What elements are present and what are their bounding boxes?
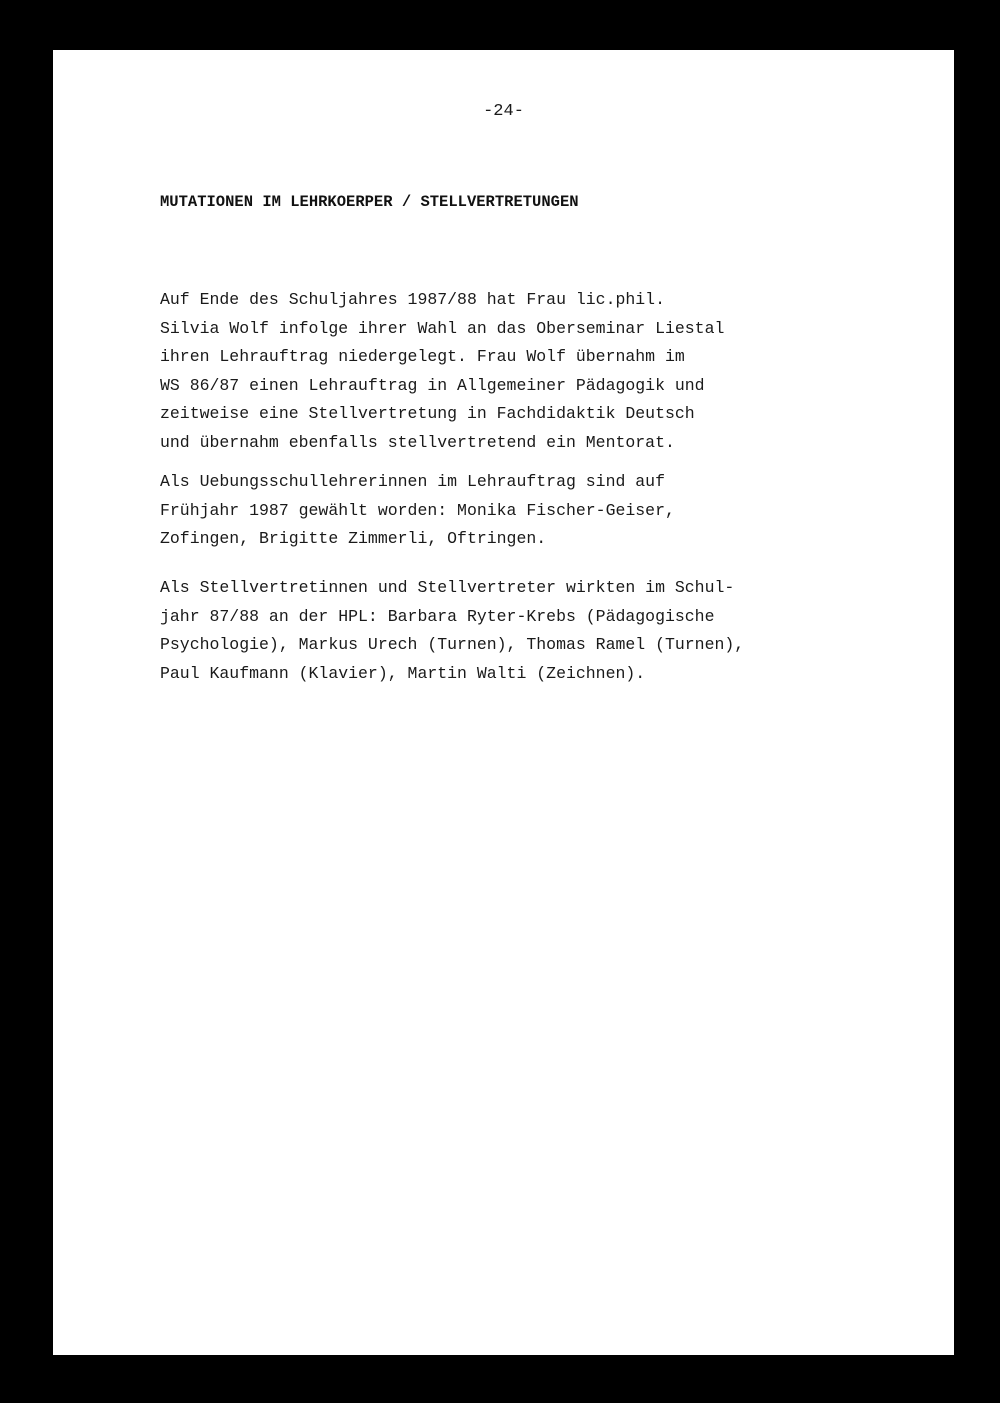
text-line: Paul Kaufmann (Klavier), Martin Walti (Zeichnen). <box>160 663 646 683</box>
text-line: Als Uebungsschullehrerinnen im Lehrauftrag sind auf <box>160 472 665 491</box>
text-line: Silvia Wolf infolge ihrer Wahl an das Oberseminar Liestal <box>160 318 725 338</box>
text-line: ihren Lehrauftrag niedergelegt. Frau Wolf übernahm im <box>160 347 685 366</box>
text-line: Als Stellvertretinnen und Stellvertreter wirkten im Schul- <box>160 578 735 597</box>
text-line: Auf Ende des Schuljahres 1987/88 hat Frau lic.phil. <box>160 290 665 309</box>
paragraph-resignation <box>160 286 724 457</box>
paragraph-elections <box>160 468 675 554</box>
text-line: Frühjahr 1987 gewählt worden: Monika Fischer-Geiser, <box>160 500 675 520</box>
text-line: zeitweise eine Stellvertretung in Fachdidaktik Deutsch <box>160 404 695 423</box>
text-line: WS 86/87 einen Lehrauftrag in Allgemeiner Pädagogik und <box>160 375 705 395</box>
text-line: Psychologie), Markus Urech (Turnen), Thomas Ramel (Turnen), <box>160 635 745 654</box>
paragraph-substitutes <box>160 574 744 688</box>
text-line: Zofingen, Brigitte Zimmerli, Oftringen. <box>160 529 547 548</box>
document-page <box>53 50 954 1355</box>
page-number: -24- <box>483 102 524 121</box>
text-line: jahr 87/88 an der HPL: Barbara Ryter-Krebs (Pädagogische <box>160 606 715 626</box>
section-heading: MUTATIONEN IM LEHRKOERPER / STELLVERTRETUNGEN <box>160 193 579 211</box>
text-line: und übernahm ebenfalls stellvertretend ein Mentorat. <box>160 432 675 452</box>
